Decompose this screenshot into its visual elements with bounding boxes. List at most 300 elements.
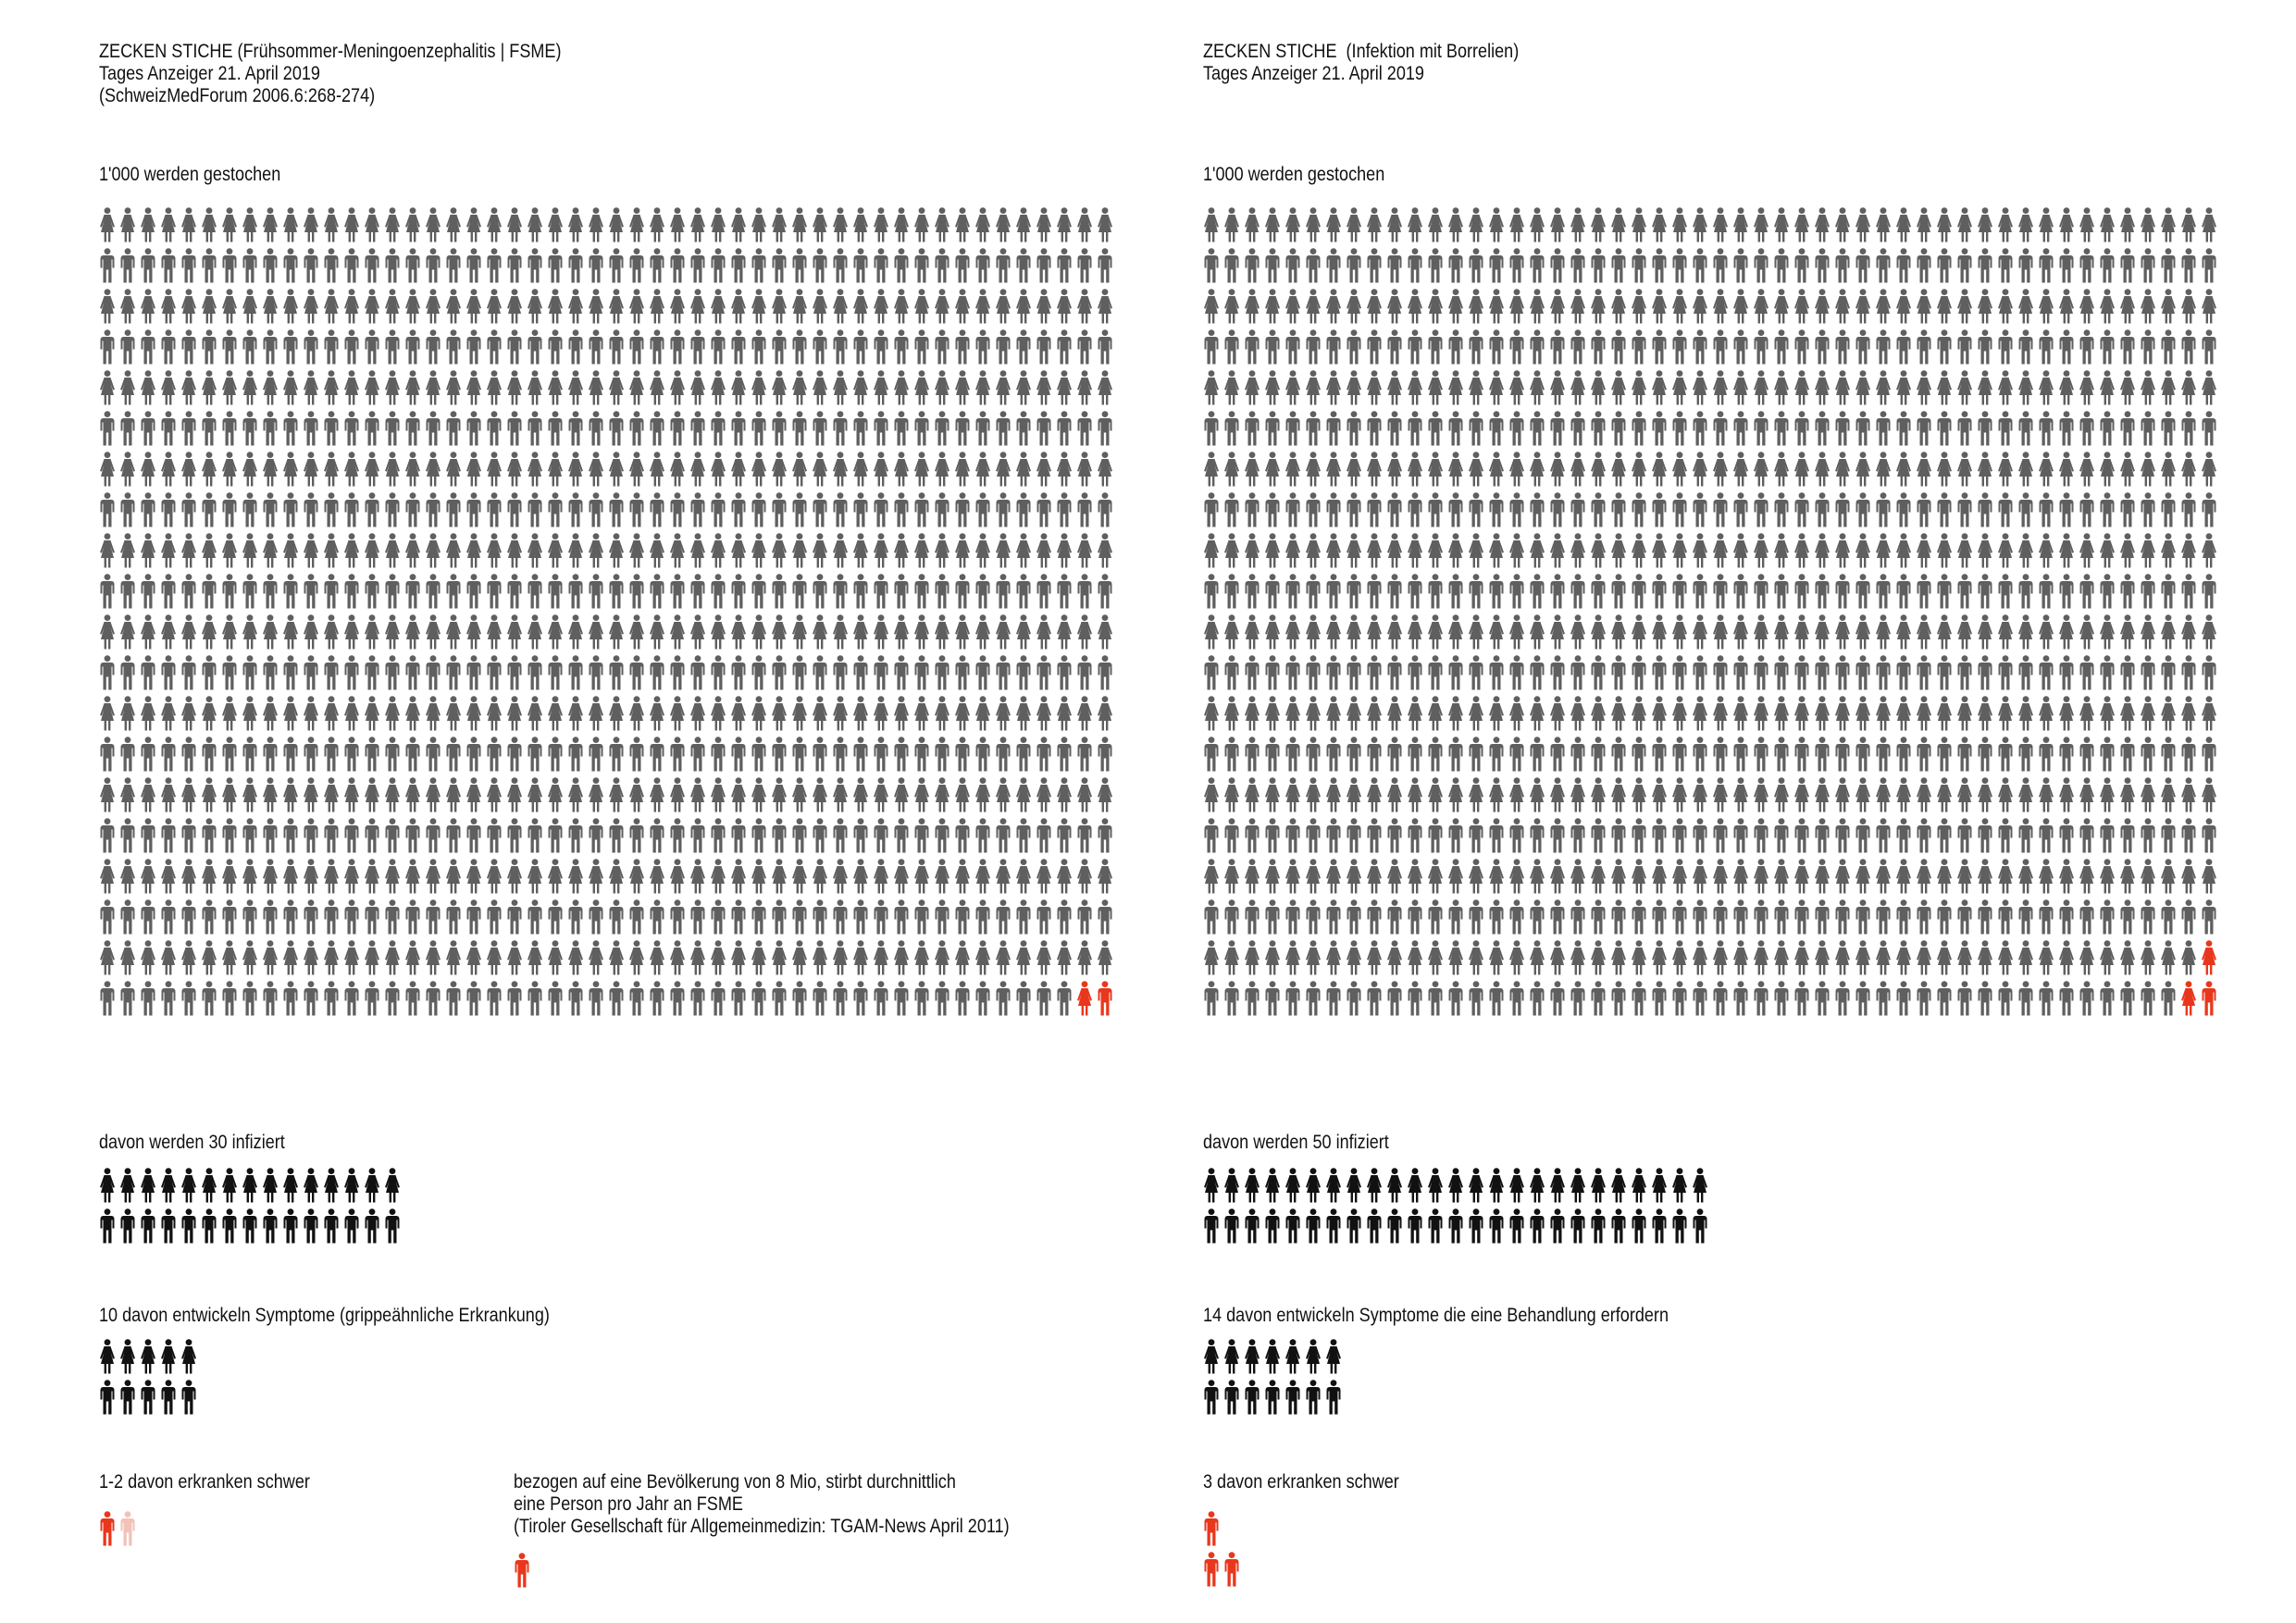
left-population-person-female-icon	[608, 859, 625, 894]
left-population-person-male-icon	[588, 492, 604, 527]
left-population-person-female-icon	[1036, 777, 1052, 812]
right-population-person-male-icon	[2160, 899, 2177, 935]
left-population-person-male-icon	[486, 899, 503, 935]
right-population-person-female-icon	[1407, 289, 1423, 324]
right-population-person-male-icon	[1916, 411, 1932, 446]
right-population-person-male-icon	[1712, 818, 1729, 853]
left-population-person-male-icon	[404, 655, 421, 690]
right-population-person-male-icon	[1570, 655, 1586, 690]
left-population-person-male-icon	[364, 737, 380, 772]
left-population-person-male-icon	[669, 411, 686, 446]
right-population-person-male-icon	[1956, 492, 1973, 527]
left-population-person-male-icon	[527, 899, 543, 935]
right-population-person-male-icon	[1671, 574, 1688, 609]
right-population-person-female-icon	[1793, 614, 1810, 650]
left-population-person-female-icon	[730, 370, 747, 405]
right-population-person-female-icon	[1325, 777, 1342, 812]
left-population-person-male-icon	[282, 899, 299, 935]
right-population-person-female-icon	[1305, 370, 1322, 405]
left-population-person-female-icon	[445, 370, 462, 405]
left-population-person-female-icon	[1097, 207, 1113, 242]
left-population-person-female-icon	[893, 289, 910, 324]
right-population-person-female-icon	[1875, 940, 1892, 975]
left-population-person-female-icon	[873, 859, 889, 894]
right-population-person-female-icon	[1855, 452, 1871, 487]
right-population-person-female-icon	[1956, 533, 1973, 568]
right-population-person-male-icon	[1346, 492, 1362, 527]
right-population-person-male-icon	[1631, 492, 1647, 527]
left-population-person-male-icon	[1097, 981, 1113, 1016]
left-population-person-female-icon	[730, 696, 747, 731]
left-population-person-female-icon	[364, 289, 380, 324]
right-population-person-female-icon	[1366, 207, 1383, 242]
right-population-person-female-icon	[1631, 533, 1647, 568]
right-population-person-male-icon	[1855, 574, 1871, 609]
left-population-person-male-icon	[547, 737, 564, 772]
right-population-person-female-icon	[1366, 777, 1383, 812]
right-population-person-female-icon	[1651, 533, 1668, 568]
left-population-person-male-icon	[934, 981, 950, 1016]
right-infected-person-female-icon	[1468, 1168, 1484, 1203]
left-population-person-female-icon	[160, 940, 177, 975]
left-population-person-male-icon	[873, 574, 889, 609]
right-infected-person-female-icon	[1203, 1168, 1220, 1203]
right-population-person-female-icon	[1692, 614, 1708, 650]
right-population-person-female-icon	[1610, 533, 1627, 568]
right-population-person-female-icon	[1407, 452, 1423, 487]
right-population-person-male-icon	[1386, 574, 1403, 609]
right-infected-person-male-icon	[1366, 1208, 1383, 1244]
left-population-person-male-icon	[425, 248, 441, 283]
right-population-person-male-icon	[1529, 981, 1545, 1016]
right-population-person-male-icon	[1488, 737, 1505, 772]
right-population-person-female-icon	[1549, 370, 1566, 405]
left-population-person-male-icon	[995, 655, 1011, 690]
left-population-person-female-icon	[262, 696, 279, 731]
right-population-person-female-icon	[2099, 614, 2116, 650]
right-population-person-male-icon	[1875, 411, 1892, 446]
right-infected-grid	[1203, 1168, 1712, 1249]
right-population-person-male-icon	[1325, 574, 1342, 609]
left-population-person-male-icon	[303, 737, 319, 772]
left-population-person-female-icon	[323, 696, 340, 731]
left-population-person-female-icon	[445, 696, 462, 731]
right-population-person-male-icon	[1447, 981, 1464, 1016]
left-population-person-female-icon	[221, 207, 238, 242]
left-population-person-female-icon	[893, 614, 910, 650]
right-infected-person-female-icon	[1631, 1168, 1647, 1203]
left-population-person-female-icon	[343, 533, 360, 568]
right-population-person-male-icon	[1834, 737, 1851, 772]
right-population-person-female-icon	[1570, 859, 1586, 894]
left-population-person-female-icon	[547, 696, 564, 731]
right-population-person-female-icon	[2099, 207, 2116, 242]
right-population-person-female-icon	[1570, 533, 1586, 568]
right-population-person-female-icon	[1244, 533, 1260, 568]
right-symptoms-person-male-icon	[1305, 1380, 1322, 1415]
right-population-person-female-icon	[2160, 777, 2177, 812]
right-population-person-female-icon	[1508, 940, 1525, 975]
left-population-person-male-icon	[608, 248, 625, 283]
left-population-person-male-icon	[710, 411, 726, 446]
right-population-person-male-icon	[1834, 818, 1851, 853]
left-population-person-male-icon	[812, 329, 828, 365]
right-population-person-male-icon	[1671, 411, 1688, 446]
right-population-person-female-icon	[1692, 370, 1708, 405]
right-population-person-male-icon	[2201, 899, 2217, 935]
left-population-person-female-icon	[404, 207, 421, 242]
right-population-person-female-icon	[1855, 940, 1871, 975]
left-population-person-female-icon	[1015, 207, 1032, 242]
left-population-person-female-icon	[669, 370, 686, 405]
left-header-source: Tages Anzeiger 21. April 2019	[99, 63, 320, 84]
right-population-person-female-icon	[1712, 777, 1729, 812]
left-population-person-female-icon	[160, 696, 177, 731]
right-population-person-female-icon	[2119, 533, 2136, 568]
right-population-person-female-icon	[2160, 696, 2177, 731]
right-infected-person-female-icon	[1488, 1168, 1505, 1203]
right-population-person-male-icon	[1325, 899, 1342, 935]
right-population-person-female-icon	[1427, 370, 1444, 405]
left-population-person-male-icon	[242, 492, 258, 527]
right-population-person-male-icon	[1692, 411, 1708, 446]
left-population-person-female-icon	[140, 696, 156, 731]
right-population-person-female-icon	[1590, 289, 1607, 324]
right-population-person-female-icon	[1508, 777, 1525, 812]
left-population-person-male-icon	[262, 329, 279, 365]
right-population-person-female-icon	[1875, 777, 1892, 812]
right-population-person-female-icon	[1346, 859, 1362, 894]
right-population-person-male-icon	[1488, 574, 1505, 609]
right-population-person-male-icon	[1325, 492, 1342, 527]
left-population-person-female-icon	[262, 207, 279, 242]
left-population-person-male-icon	[221, 329, 238, 365]
left-population-person-female-icon	[343, 370, 360, 405]
right-population-person-female-icon	[1386, 370, 1403, 405]
right-population-person-male-icon	[1651, 492, 1668, 527]
right-population-person-female-icon	[1834, 533, 1851, 568]
left-population-person-male-icon	[608, 899, 625, 935]
left-population-person-male-icon	[343, 574, 360, 609]
right-population-person-male-icon	[1447, 411, 1464, 446]
right-population-person-male-icon	[2038, 411, 2054, 446]
right-population-person-female-icon	[1468, 859, 1484, 894]
left-population-person-female-icon	[364, 533, 380, 568]
left-population-person-female-icon	[242, 370, 258, 405]
right-infected-person-female-icon	[1223, 1168, 1240, 1203]
right-population-person-male-icon	[1834, 329, 1851, 365]
right-population-person-male-icon	[2099, 411, 2116, 446]
left-population-person-female-icon	[465, 777, 482, 812]
left-population-person-female-icon	[873, 289, 889, 324]
left-population-person-male-icon	[180, 655, 197, 690]
left-population-person-female-icon	[527, 207, 543, 242]
left-population-person-male-icon	[99, 248, 116, 283]
right-population-person-female-icon	[1936, 452, 1953, 487]
right-population-person-female-icon	[1203, 289, 1220, 324]
right-population-person-male-icon	[1447, 329, 1464, 365]
left-population-person-female-icon	[832, 370, 849, 405]
right-population-person-female-icon	[2099, 533, 2116, 568]
right-population-person-female-icon	[1264, 614, 1281, 650]
left-population-person-male-icon	[303, 655, 319, 690]
left-population-person-female-icon	[873, 614, 889, 650]
right-population-person-female-icon	[1508, 696, 1525, 731]
left-population-person-male-icon	[893, 899, 910, 935]
right-population-person-female-icon	[1529, 696, 1545, 731]
left-population-person-male-icon	[832, 492, 849, 527]
right-infected-person-male-icon	[1223, 1208, 1240, 1244]
left-population-person-male-icon	[384, 492, 401, 527]
right-population-person-male-icon	[2079, 329, 2095, 365]
right-population-person-female-icon	[2058, 614, 2075, 650]
left-population-person-female-icon	[588, 533, 604, 568]
right-population-person-female-icon	[1956, 859, 1973, 894]
left-population-person-female-icon	[445, 614, 462, 650]
left-population-person-female-icon	[649, 777, 665, 812]
left-population-person-male-icon	[343, 737, 360, 772]
left-note-line1: bezogen auf eine Bevölkerung von 8 Mio, stirbt durchnittlich	[514, 1471, 956, 1493]
left-population-person-female-icon	[364, 207, 380, 242]
left-population-person-male-icon	[730, 411, 747, 446]
right-population-person-male-icon	[1488, 492, 1505, 527]
left-population-person-male-icon	[201, 329, 217, 365]
right-population-person-female-icon	[2140, 614, 2156, 650]
left-population-person-male-icon	[791, 411, 808, 446]
right-population-person-male-icon	[2079, 248, 2095, 283]
right-population-person-female-icon	[1895, 614, 1912, 650]
right-population-person-male-icon	[1427, 818, 1444, 853]
right-population-person-female-icon	[1529, 370, 1545, 405]
right-population-person-male-icon	[1936, 411, 1953, 446]
right-population-person-male-icon	[2160, 981, 2177, 1016]
left-population-person-female-icon	[140, 940, 156, 975]
right-population-person-female-icon	[1264, 289, 1281, 324]
left-population-person-male-icon	[689, 737, 706, 772]
right-population-person-female-icon	[1834, 940, 1851, 975]
left-population-person-male-icon	[282, 411, 299, 446]
left-population-person-female-icon	[832, 859, 849, 894]
right-population-person-male-icon	[2160, 574, 2177, 609]
left-population-person-female-icon	[221, 859, 238, 894]
right-population-person-male-icon	[2038, 981, 2054, 1016]
left-population-person-male-icon	[710, 981, 726, 1016]
right-population-person-female-icon	[2119, 289, 2136, 324]
left-population-person-female-icon	[1056, 207, 1073, 242]
left-population-person-male-icon	[608, 329, 625, 365]
right-population-person-female-icon	[2038, 370, 2054, 405]
left-population-person-male-icon	[547, 818, 564, 853]
right-population-person-female-icon	[2160, 370, 2177, 405]
left-population-person-female-icon	[527, 696, 543, 731]
left-population-person-male-icon	[913, 818, 930, 853]
left-population-person-female-icon	[1036, 207, 1052, 242]
left-population-person-female-icon	[913, 696, 930, 731]
right-population-person-male-icon	[1834, 492, 1851, 527]
left-population-person-male-icon	[608, 818, 625, 853]
right-population-person-female-icon	[2119, 452, 2136, 487]
right-population-person-female-icon	[2201, 777, 2217, 812]
right-population-person-female-icon	[1916, 452, 1932, 487]
left-population-person-female-icon	[588, 452, 604, 487]
left-population-person-male-icon	[974, 655, 991, 690]
left-population-person-female-icon	[689, 614, 706, 650]
right-population-person-female-icon	[2099, 452, 2116, 487]
left-population-person-male-icon	[323, 899, 340, 935]
right-population-person-female-icon	[1346, 452, 1362, 487]
right-population-person-male-icon	[1651, 329, 1668, 365]
right-population-person-male-icon	[1285, 329, 1301, 365]
right-population-person-female-icon	[2180, 533, 2197, 568]
right-population-person-female-icon	[1488, 614, 1505, 650]
right-population-person-female-icon	[1692, 859, 1708, 894]
left-population-person-female-icon	[486, 614, 503, 650]
right-population-person-female-icon	[2058, 777, 2075, 812]
left-population-person-female-icon	[1056, 777, 1073, 812]
left-population-person-male-icon	[465, 492, 482, 527]
left-population-person-female-icon	[262, 533, 279, 568]
right-population-person-female-icon	[1427, 452, 1444, 487]
right-population-person-male-icon	[1244, 737, 1260, 772]
left-population-person-female-icon	[852, 696, 869, 731]
right-population-person-female-icon	[1692, 940, 1708, 975]
right-population-person-male-icon	[1366, 818, 1383, 853]
left-population-person-male-icon	[282, 818, 299, 853]
left-population-person-male-icon	[262, 411, 279, 446]
right-population-person-female-icon	[2038, 452, 2054, 487]
right-population-person-male-icon	[1244, 899, 1260, 935]
right-population-person-female-icon	[1732, 940, 1749, 975]
right-population-person-male-icon	[1814, 574, 1831, 609]
right-population-person-female-icon	[1529, 207, 1545, 242]
right-population-person-female-icon	[1570, 940, 1586, 975]
left-population-person-female-icon	[303, 696, 319, 731]
left-population-person-male-icon	[445, 655, 462, 690]
right-population-person-female-icon	[1488, 940, 1505, 975]
right-population-person-male-icon	[1631, 411, 1647, 446]
left-infected-person-female-icon	[262, 1168, 279, 1203]
left-population-person-female-icon	[812, 370, 828, 405]
right-population-person-female-icon	[2119, 777, 2136, 812]
right-population-person-female-icon	[1570, 289, 1586, 324]
right-population-person-female-icon	[1203, 777, 1220, 812]
left-population-person-female-icon	[771, 859, 788, 894]
right-population-person-male-icon	[1427, 329, 1444, 365]
left-population-person-female-icon	[1097, 370, 1113, 405]
left-population-person-female-icon	[303, 207, 319, 242]
right-infected-person-female-icon	[1508, 1168, 1525, 1203]
right-population-person-female-icon	[1508, 452, 1525, 487]
left-population-person-male-icon	[1015, 492, 1032, 527]
right-population-person-female-icon	[2099, 370, 2116, 405]
right-population-person-male-icon	[1692, 574, 1708, 609]
left-population-person-female-icon	[913, 940, 930, 975]
left-population-person-female-icon	[425, 452, 441, 487]
right-population-person-female-icon	[2017, 777, 2034, 812]
left-population-person-female-icon	[934, 370, 950, 405]
right-population-person-female-icon	[1386, 533, 1403, 568]
left-population-person-male-icon	[99, 574, 116, 609]
left-population-person-male-icon	[913, 492, 930, 527]
left-population-person-female-icon	[282, 207, 299, 242]
left-population-person-female-icon	[832, 614, 849, 650]
right-population-person-female-icon	[2140, 777, 2156, 812]
right-population-person-female-icon	[1956, 452, 1973, 487]
left-population-person-female-icon	[628, 289, 645, 324]
left-severe-grid	[99, 1511, 140, 1552]
left-header-title: ZECKEN STICHE (Frühsommer-Meningoenzephalitis | FSME)	[99, 41, 562, 62]
right-population-person-male-icon	[1712, 248, 1729, 283]
right-population-person-female-icon	[1753, 859, 1769, 894]
left-population-person-male-icon	[1056, 574, 1073, 609]
right-population-person-female-icon	[1223, 289, 1240, 324]
left-population-person-female-icon	[99, 696, 116, 731]
right-infected-person-male-icon	[1468, 1208, 1484, 1244]
left-population-person-male-icon	[730, 574, 747, 609]
right-population-person-male-icon	[1305, 655, 1322, 690]
left-population-person-male-icon	[303, 492, 319, 527]
left-population-person-female-icon	[893, 207, 910, 242]
right-population-person-female-icon	[2099, 859, 2116, 894]
left-infected-person-male-icon	[282, 1208, 299, 1244]
left-population-person-male-icon	[893, 818, 910, 853]
right-population-person-female-icon	[2119, 207, 2136, 242]
left-population-person-male-icon	[242, 574, 258, 609]
left-population-person-male-icon	[1036, 248, 1052, 283]
left-population-person-female-icon	[364, 370, 380, 405]
left-population-person-female-icon	[791, 370, 808, 405]
right-infected-person-female-icon	[1651, 1168, 1668, 1203]
left-population-person-female-icon	[1015, 452, 1032, 487]
left-population-person-female-icon	[649, 370, 665, 405]
left-infected-person-female-icon	[119, 1168, 136, 1203]
right-population-person-male-icon	[2079, 737, 2095, 772]
left-population-person-female-icon	[751, 452, 767, 487]
right-population-person-male-icon	[1875, 655, 1892, 690]
left-population-person-female-icon	[913, 452, 930, 487]
left-population-person-female-icon	[812, 940, 828, 975]
left-population-person-male-icon	[384, 329, 401, 365]
right-infected-person-male-icon	[1285, 1208, 1301, 1244]
left-population-person-male-icon	[730, 737, 747, 772]
right-infected-person-male-icon	[1305, 1208, 1322, 1244]
left-population-person-female-icon	[119, 370, 136, 405]
right-population-person-male-icon	[1468, 981, 1484, 1016]
left-population-person-female-icon	[608, 533, 625, 568]
right-population-person-male-icon	[1590, 248, 1607, 283]
left-population-person-male-icon	[954, 655, 971, 690]
right-population-person-female-icon	[2079, 370, 2095, 405]
right-population-person-male-icon	[1875, 899, 1892, 935]
left-population-person-male-icon	[974, 411, 991, 446]
left-population-person-female-icon	[262, 859, 279, 894]
left-population-person-male-icon	[771, 411, 788, 446]
right-population-person-female-icon	[1936, 370, 1953, 405]
right-population-person-female-icon	[1875, 614, 1892, 650]
left-population-person-female-icon	[180, 452, 197, 487]
left-population-person-female-icon	[1097, 777, 1113, 812]
right-population-person-male-icon	[1366, 248, 1383, 283]
left-population-person-female-icon	[710, 777, 726, 812]
right-population-person-female-icon	[1712, 696, 1729, 731]
left-population-person-female-icon	[282, 452, 299, 487]
right-population-person-female-icon	[1529, 452, 1545, 487]
right-population-person-female-icon	[1936, 859, 1953, 894]
right-population-person-male-icon	[1855, 899, 1871, 935]
left-population-person-female-icon	[934, 533, 950, 568]
right-population-person-female-icon	[1325, 207, 1342, 242]
left-population-person-female-icon	[588, 859, 604, 894]
